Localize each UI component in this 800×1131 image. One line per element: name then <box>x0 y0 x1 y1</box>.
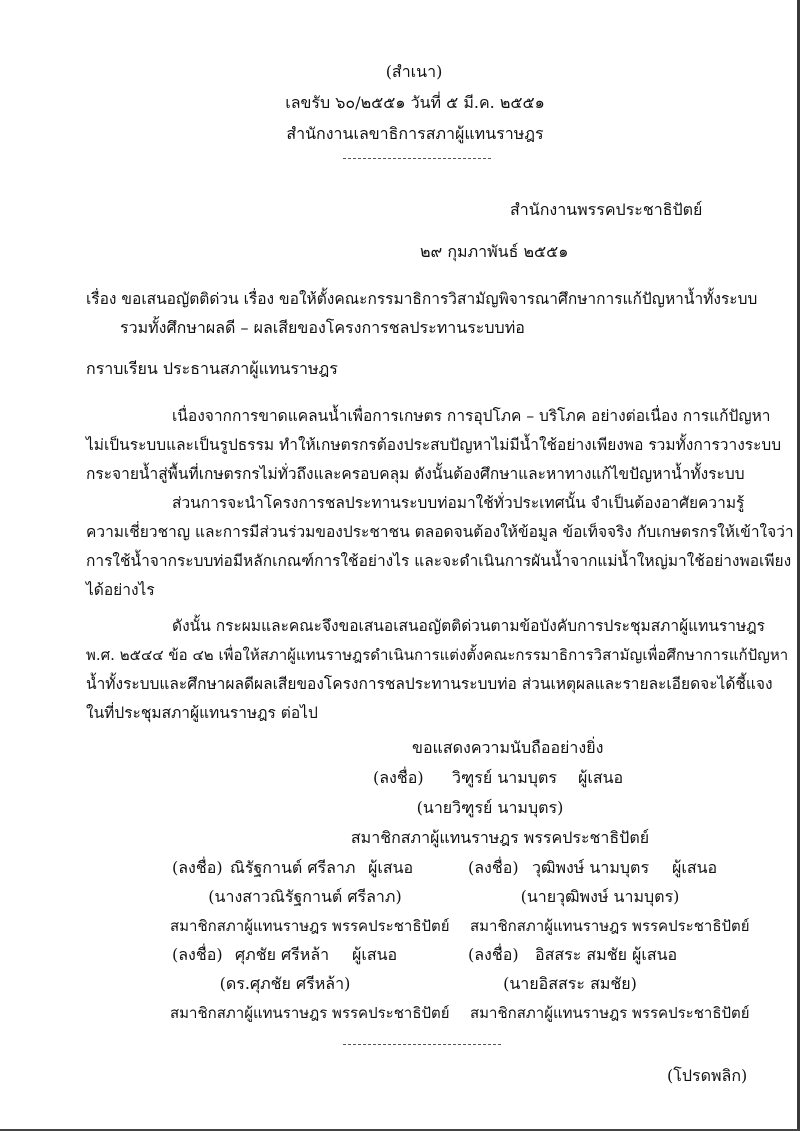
salutation: กราบเรียน ประธานสภาผู้แทนราษฎร <box>86 359 338 378</box>
body-p3-line-4: ในที่ประชุมสภาผู้แทนราษฎร ต่อไป <box>86 704 318 722</box>
cosigner-4-position: สมาชิกสภาผู้แทนราษฎร พรรคประชาธิปัตย์ <box>470 1004 750 1022</box>
copy-label: (สำเนา) <box>385 62 443 81</box>
main-full-name: (นายวิฑูรย์ นามบุตร) <box>416 798 564 817</box>
sender-office: สำนักงานพรรคประชาธิปัตย์ <box>510 200 703 219</box>
cosigner-1-role: ผู้เสนอ <box>368 858 414 877</box>
cosigner-1-signature: ณิรัฐกานต์ ศรีลาภ <box>230 858 356 877</box>
cosigner-2-sign-label: (ลงชื่อ) <box>468 858 519 877</box>
cosigner-2-full-name: (นายวุฒิพงษ์ นามบุตร) <box>520 887 680 906</box>
body-p2-line-2: ความเชี่ยวชาญ และการมีส่วนร่วมของประชาชน ตลอดจนต้องให้ข้อมูล ข้อเท็จจริง กับเกษตรกรให้เข้าใจว่า <box>86 523 794 541</box>
footer-divider <box>343 1044 501 1045</box>
cosigner-3-position: สมาชิกสภาผู้แทนราษฎร พรรคประชาธิปัตย์ <box>170 1004 450 1022</box>
body-p3-line-1: ดังนั้น กระผมและคณะจึงขอเสนอเสนอญัตติด่วนตามข้อบังคับการประชุมสภาผู้แทนราษฎร <box>172 617 765 635</box>
cosigner-3-role: ผู้เสนอ <box>352 945 398 964</box>
cosigner-2-role: ผู้เสนอ <box>672 858 718 877</box>
subject-line-2: รวมทั้งศึกษาผลดี – ผลเสียของโครงการชลประทานระบบท่อ <box>120 318 525 337</box>
cosigner-1-position: สมาชิกสภาผู้แทนราษฎร พรรคประชาธิปัตย์ <box>170 917 450 935</box>
closing: ขอแสดงความนับถืออย่างยิ่ง <box>412 738 604 757</box>
body-p1-line-2: ไม่เป็นระบบและเป็นรูปธรรม ทำให้เกษตรกรต้องประสบปัญหาไม่มีน้ำใช้อย่างเพียงพอ รวมทั้งการวางระบบ <box>86 436 782 454</box>
main-signature: วิฑูรย์ นามบุตร <box>452 768 557 787</box>
letter-date: ๒๙ กุมภาพันธ์ ๒๕๕๑ <box>420 242 569 261</box>
cosigner-4-signature: อิสสระ สมชัย <box>535 945 627 964</box>
body-p2-line-3: การใช้น้ำจากระบบท่อมีหลักเกณฑ์การใช้อย่างไร และจะดำเนินการผันน้ำจากแม่น้ำใหญ่มาใช้อย่างพอเพียง <box>86 552 792 570</box>
main-sign-label: (ลงชื่อ) <box>373 768 424 787</box>
body-p2-line-1: ส่วนการจะนำโครงการชลประทานระบบท่อมาใช้ทั่วประเทศนั้น จำเป็นต้องอาศัยความรู้ <box>172 494 745 512</box>
main-role: ผู้เสนอ <box>578 768 624 787</box>
body-p1-line-3: กระจายน้ำสู่พื้นที่เกษตรกรไม่ทั่วถึงและครอบคลุม ดังนั้นต้องศึกษาและหาทางแก้ไขปัญหาน้ำทั้งระบบ <box>86 465 745 483</box>
receiving-office: สำนักงานเลขาธิการสภาผู้แทนราษฎร <box>286 124 544 143</box>
cosigner-4-sign-label: (ลงชื่อ) <box>468 945 519 964</box>
cosigner-2-position: สมาชิกสภาผู้แทนราษฎร พรรคประชาธิปัตย์ <box>470 917 750 935</box>
cosigner-1-full-name: (นางสาวณิรัฐกานต์ ศรีลาภ) <box>208 887 402 906</box>
header-divider <box>343 158 491 159</box>
main-position: สมาชิกสภาผู้แทนราษฎร พรรคประชาธิปัตย์ <box>350 828 650 847</box>
cosigner-3-sign-label: (ลงชื่อ) <box>172 945 223 964</box>
cosigner-1-sign-label: (ลงชื่อ) <box>172 858 223 877</box>
subject-line-1: เรื่อง ขอเสนอญัตติด่วน เรื่อง ขอให้ตั้งคณะกรรมาธิการวิสามัญพิจารณาศึกษาการแก้ปัญหาน้ำทั้งระบบ <box>86 290 758 308</box>
receipt-number: เลขรับ ๖๐/๒๕๕๑ วันที่ ๕ มี.ค. ๒๕๕๑ <box>285 93 545 112</box>
body-p3-line-2: พ.ศ. ๒๕๔๔ ข้อ ๔๒ เพื่อให้สภาผู้แทนราษฎรดำเนินการแต่งตั้งคณะกรรมาธิการวิสามัญเพื่อศึกษาการแก้ปัญหา <box>86 646 789 664</box>
turn-over-note: (โปรดพลิก) <box>667 1066 748 1085</box>
body-p2-line-4: ได้อย่างไร <box>86 581 155 599</box>
cosigner-3-full-name: (ดร.ศุภชัย ศรีหล้า) <box>219 974 351 993</box>
cosigner-4-role: ผู้เสนอ <box>632 945 678 964</box>
cosigner-4-full-name: (นายอิสสระ สมชัย) <box>503 974 637 993</box>
body-p1-line-1: เนื่องจากการขาดแคลนน้ำเพื่อการเกษตร การอุปโภค – บริโภค อย่างต่อเนื่อง การแก้ปัญหา <box>172 407 771 425</box>
cosigner-2-signature: วุฒิพงษ์ นามบุตร <box>532 858 650 877</box>
body-p3-line-3: น้ำทั้งระบบและศึกษาผลดีผลเสียของโครงการชลประทานระบบท่อ ส่วนเหตุผลและรายละเอียดจะได้ชี้แจง <box>86 675 773 693</box>
cosigner-3-signature: ศุภชัย ศรีหล้า <box>235 945 330 964</box>
